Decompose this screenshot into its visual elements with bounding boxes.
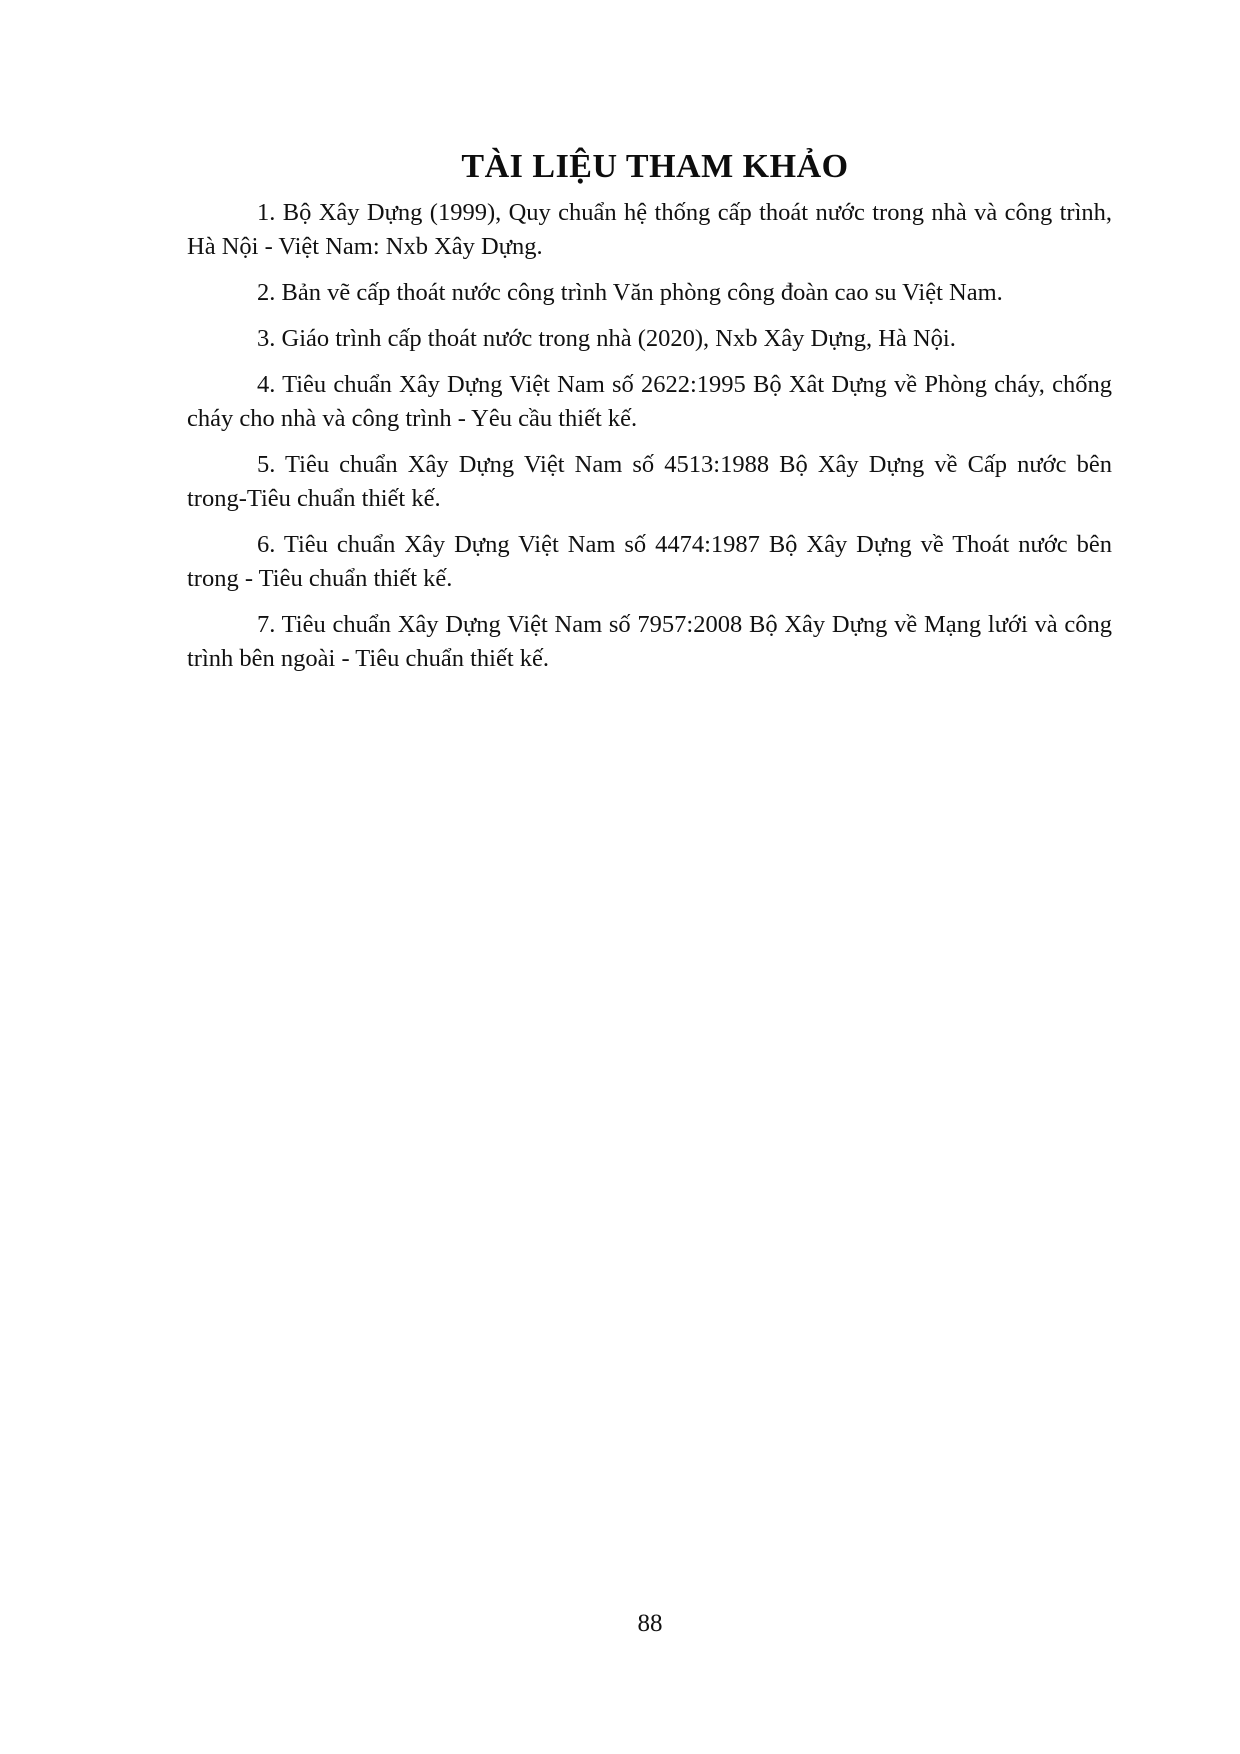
reference-item: 4. Tiêu chuẩn Xây Dựng Việt Nam số 2622:1995 Bộ Xât Dựng về Phòng cháy, chống cháy cho nhà và công trình - Yêu cầu thiết kế. xyxy=(187,371,1112,432)
reference-item: 2. Bản vẽ cấp thoát nước công trình Văn phòng công đoàn cao su Việt Nam. xyxy=(257,279,1003,306)
reference-item: 1. Bộ Xây Dựng (1999), Quy chuẩn hệ thống cấp thoát nước trong nhà và công trình, Hà Nội - Việt Nam: Nxb Xây Dựng. xyxy=(187,199,1112,260)
reference-list xyxy=(187,196,1112,688)
reference-item: 6. Tiêu chuẩn Xây Dựng Việt Nam số 4474:1987 Bộ Xây Dựng về Thoát nước bên trong - Tiêu chuẩn thiết kế. xyxy=(187,531,1112,592)
page-title: TÀI LIỆU THAM KHẢO xyxy=(461,148,849,185)
reference-item: 3. Giáo trình cấp thoát nước trong nhà (2020), Nxb Xây Dựng, Hà Nội. xyxy=(257,325,956,352)
reference-item: 7. Tiêu chuẩn Xây Dựng Việt Nam số 7957:2008 Bộ Xây Dựng về Mạng lưới và công trình bên ngoài - Tiêu chuẩn thiết kế. xyxy=(187,611,1112,672)
reference-item: 5. Tiêu chuẩn Xây Dựng Việt Nam số 4513:1988 Bộ Xây Dựng về Cấp nước bên trong-Tiêu chuẩn thiết kế. xyxy=(187,451,1112,512)
page-number: 88 xyxy=(637,1610,663,1637)
